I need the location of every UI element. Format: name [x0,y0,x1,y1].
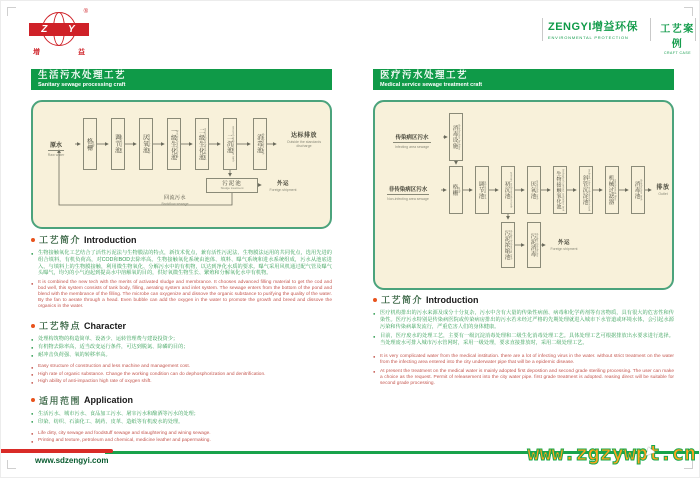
flow-step-label: 调节池 [477,181,484,199]
flow-source [35,134,77,157]
application-item-zh: ● 生活污水、城市污水、食品加工污水、屠宰污水和酿酒等污水的处理； [31,411,332,417]
left-subtitle: Sanitary sewage processing craft [38,81,126,88]
section-title: 工艺案例 [660,24,695,50]
intro-section [31,233,332,310]
flow-outward [263,179,303,192]
section-bullet-icon [373,298,377,302]
flow-step-disinfection-facilities [449,113,463,161]
registered-mark: ® [83,9,88,15]
flow-step-label: 生物接触氧化池 [555,170,562,210]
backflow-label: 回流污水 [163,195,186,201]
flow-step-sludge-thickening [501,222,515,268]
flow-step-label-en: disinfection tank [639,179,644,201]
flow-step-label-en: grille [91,140,96,148]
intro-paragraph-zh: ● 医疗机构排出的污水来源及成分十分复杂，污水中含有大量的传染性病菌、病毒和化学药剂等有害物质，具有很大的危害性和传染性。医疗污水特别是传染病医院或传染病房排出的污水若未经过严格的先期处理就进入城市下水管道或环境水体，会引起水源污染和传染病暴发流行，严重危害人们的身体健康。 [373,310,674,330]
flow-step-label: 污泥消毒 [529,233,536,257]
right-title-bar [373,69,674,90]
intro-heading [31,233,332,246]
flow-noninfect-source [375,178,441,201]
intro-paragraph-zh: ● 生物接触氧化工艺结合了活性污泥法与生物膜法的特点，新技术优点，兼有活性污泥法、生物膜法运用的共同优点，选用先进的组合填料，有机负荷高，对COD和BOD去除率高。生物接触氧化系统由池体、填料、曝气系统和进水系统组成，污水从池底进入，与填料上的生物膜接触，利用微生物氧化、分解污水中的有机物，以达到净化水质的要求。曝气采用风机通过配气管及曝气头曝气，均匀的小气泡起到提高水中溶解氧的目的，供好氧微生物生长、繁殖和分解氧化水中有机物。 [31,250,332,277]
intro-paragraph-en: ● It is combined the new tech with the merits of activated sludge and membrance. It chooses advanced filling material to get the cod and bod well, this system consists of tank body, filling, aerating system and inlet system. The sewage enters from the bottom of the pond and blend with the membrance of the filling. The microbe can oxygenize and dissove the organic substance to purifying the quality of the water. By the fan to aerate through a head. Even bubble can add the oxygen in the water to promote the growth and breed and dissove the organics in the water. [31,280,332,310]
character-item-zh: ● 有机物去除率高，适当改变运行条件，可达到脱氮、除磷的目的； [31,344,332,350]
flow-step-disinfection-tank [253,118,267,170]
flow-step-label-en: second sedimentation tank [231,126,236,162]
brand-name: ZENGYI增益环保 [548,21,638,33]
flow-step-label-en: disinfection facilities [457,123,462,151]
section-bullet-icon [31,398,35,402]
intro-heading-zh: 工艺简介 [39,235,82,245]
flow-step-label-en: grille [457,186,462,194]
flow-step-label-en: primary sedimentation tank [509,171,514,209]
header-divider [650,18,651,41]
application-item-en: ● Life dirty, city sewage and foodstuff sewage and slaughtering and wining sewage. [31,431,332,437]
flow-step-label: 调节池 [113,134,120,154]
character-heading-en: Character [84,320,127,331]
flow-outlet [653,182,673,196]
brand-block [548,18,638,40]
watermark-url: www.zgzywpt.cn [527,441,696,465]
sludge-label: 污泥池 [222,180,242,187]
sludge-label-en: Sludge treatment [220,185,244,190]
left-text-column [31,233,332,453]
intro-heading-en: Introduction [426,294,479,305]
flow-step-label-en: anaerobic tank [147,134,152,154]
flow-step-label: 厌氧池 [529,181,536,199]
flow-step-label: 消毒池 [255,134,262,154]
intro-heading-zh: 工艺简介 [381,295,424,305]
flow-step-label-en: first biochemical tank [175,129,180,158]
flow-step-label-en: adjusting tank [483,180,488,200]
intro-paragraph-en: ● At present the treatment on the medical water is mainly adopted first depostion and second grade steriling processing. The user can make a choice as the request. Permit of releasement into the city water pipe. first grade treatment is adopted. reasing direct will be suitable for second grade processing. [373,369,674,387]
flow-step-anaerobic-tank [139,118,153,170]
header-divider [695,18,696,41]
flow-outlet-label: 排放 [656,185,670,191]
intro-section [373,293,674,387]
footer-red-line [1,449,113,453]
flow-step-label: 二级生化池 [197,127,204,161]
character-item-zh: ● 处理构筑物的构造简单、设备少、运转管理费与建设投资少； [31,336,332,342]
flow-step-second-sedimentation [223,118,237,170]
noninfect-source-label: 非传染病区污水 [388,187,428,193]
left-title: 生活污水处理工艺 [38,70,127,81]
intro-heading [373,293,674,306]
application-section [31,394,332,444]
right-subtitle: Medical service sewage treatment craft [380,81,483,88]
flow-step-anaerobic-tank [527,166,541,214]
backflow-label-en: Backflow sewage [161,202,189,206]
right-text-column [373,293,674,396]
application-item-zh: ● 印染、纺织、石油化工、制药、皮革、造纸等有机废水的处理。 [31,419,332,425]
flow-step-label-en: adjusting tank [119,134,124,154]
left-flowchart-panel [31,100,332,229]
right-flowchart-panel [373,100,674,290]
crop-mark [684,7,693,16]
flow-source-label-en: Raw water [47,153,65,157]
crop-mark [7,460,16,469]
right-title: 医疗污水处理工艺 [380,70,469,81]
noninfect-source-label-en: Non-infecting area sewage [387,197,429,201]
character-section [31,319,332,385]
intro-heading-en: Introduction [84,234,137,245]
flow-step-label: 一级生化池 [169,127,176,161]
flow-sludge-box [206,178,258,193]
character-heading-zh: 工艺特点 [39,321,82,332]
flow-step-grille [449,166,463,214]
logo-monogram: Z Y [29,23,89,36]
flow-step-sludge-disinfection [527,222,541,268]
flow-step-inclined-tube-sedimentation [579,166,593,214]
intro-paragraph-en: ● It is very complicated water from the medical institution. there are a lot of infecting virus in the water. without strict treatment on the water from the infecting area entered into the city underwater pipe that will be a epidemic disease. [373,354,674,366]
flow-step-label-en: mechanical filter [613,179,618,201]
flow-step-adjusting-tank [111,118,125,170]
flow-step-label-en: sludge thickening tank [509,230,514,260]
flow-step-label-en: disinfection tank [261,133,266,155]
infect-source-label-en: Infecting area sewage [394,145,430,149]
application-heading [31,394,332,407]
flow-step-label: 污泥浓缩池 [503,230,510,260]
flow-step-label: 消毒设施 [451,125,458,149]
flow-step-label-en: anaerobic tank [535,180,540,200]
outward-label: 外运 [557,240,570,246]
outward-label-en: Foreign shipment [269,188,297,192]
section-bullet-icon [31,238,35,242]
application-heading-en: Application [84,395,134,406]
outward-label-en: Foreign shipment [550,247,578,251]
flow-step-label: 消毒池 [633,181,640,199]
infect-source-label: 传染病区污水 [395,135,429,141]
character-item-en: ● High rate of organic substance. Change the working condition can do dephosphorization and denitrification. [31,372,332,378]
flow-step-label-en: inclined tube sedimentation tank [587,168,592,212]
flow-step-label: 格栅 [85,137,92,151]
flow-step-first-biochemical-tank [167,118,181,170]
flow-outlet-label-en: Outside the standards discharge [286,140,322,148]
logo-char-right: 益 [78,49,85,56]
flow-step-grille [83,118,97,170]
flow-step-second-biochemical-tank [195,118,209,170]
flow-step-label: 格栅 [451,184,458,196]
section-bullet-icon [31,324,35,328]
section-title-block [656,20,699,55]
flow-step-label: 机械过滤器 [607,175,614,205]
flow-step-label: 斜管沉淀池 [581,175,588,205]
flow-step-label: 二沉池 [225,134,232,154]
character-item-en: ● High ability of anti-impaction high rate of oxygen shift. [31,379,332,385]
flow-outlet-label: 达标排放 [290,133,317,139]
flow-connectors [33,102,330,227]
left-title-bar [31,69,332,90]
flow-step-label: 初沉池 [503,181,510,199]
flow-infect-source [381,126,443,149]
flow-step-primary-sedimentation [501,166,515,214]
flow-step-adjusting-tank [475,166,489,214]
flow-backflow [149,194,201,206]
header-divider [542,18,543,41]
brand-subtitle: ENVIRONMENTAL PROTECTION [548,35,629,40]
character-item-zh: ● 耐冲击负荷强、氧的转移率高。 [31,352,332,358]
section-subtitle: CRAFT CASE [663,51,692,55]
flow-outward [547,238,581,251]
flow-step-label-en: biological contact oxidation tank [561,168,566,212]
crop-mark [7,7,16,16]
character-heading [31,319,332,332]
flow-step-label-en: second biochemical tank [203,127,208,161]
flow-source-label: 原水 [48,140,64,151]
flow-step-biological-contact-oxidation [553,166,567,214]
flow-step-label-en: sludge disinfection [535,232,540,258]
outward-label: 外运 [276,181,289,187]
intro-paragraph-zh: ● 目前，医疗废水的处理工艺，主要有一级沉淀消毒处理和二级生化消毒处理工艺。具体处理工艺可根据排放出水要求进行选择。当处理废水可排入城市污水管网时，采用一级处理，要求直接排放时，采用二级处理工艺。 [373,333,674,347]
footer-website: www.sdzengyi.com [35,456,109,465]
flow-outlet-label-en: Outlet [658,192,668,196]
company-logo [29,11,93,55]
flow-outlet [279,130,329,148]
flow-step-mechanical-filter [605,166,619,214]
flow-step-disinfection-tank [631,166,645,214]
logo-char-left: 增 [33,49,40,56]
flow-step-label: 厌氧池 [141,134,148,154]
character-item-en: ● Easy structure of construction and less machine and management cost. [31,364,332,370]
application-heading-zh: 适用范围 [39,395,82,406]
application-item-en: ● Printing and texture, petroleum and chemical, medicine leather and papermaking. [31,438,332,444]
